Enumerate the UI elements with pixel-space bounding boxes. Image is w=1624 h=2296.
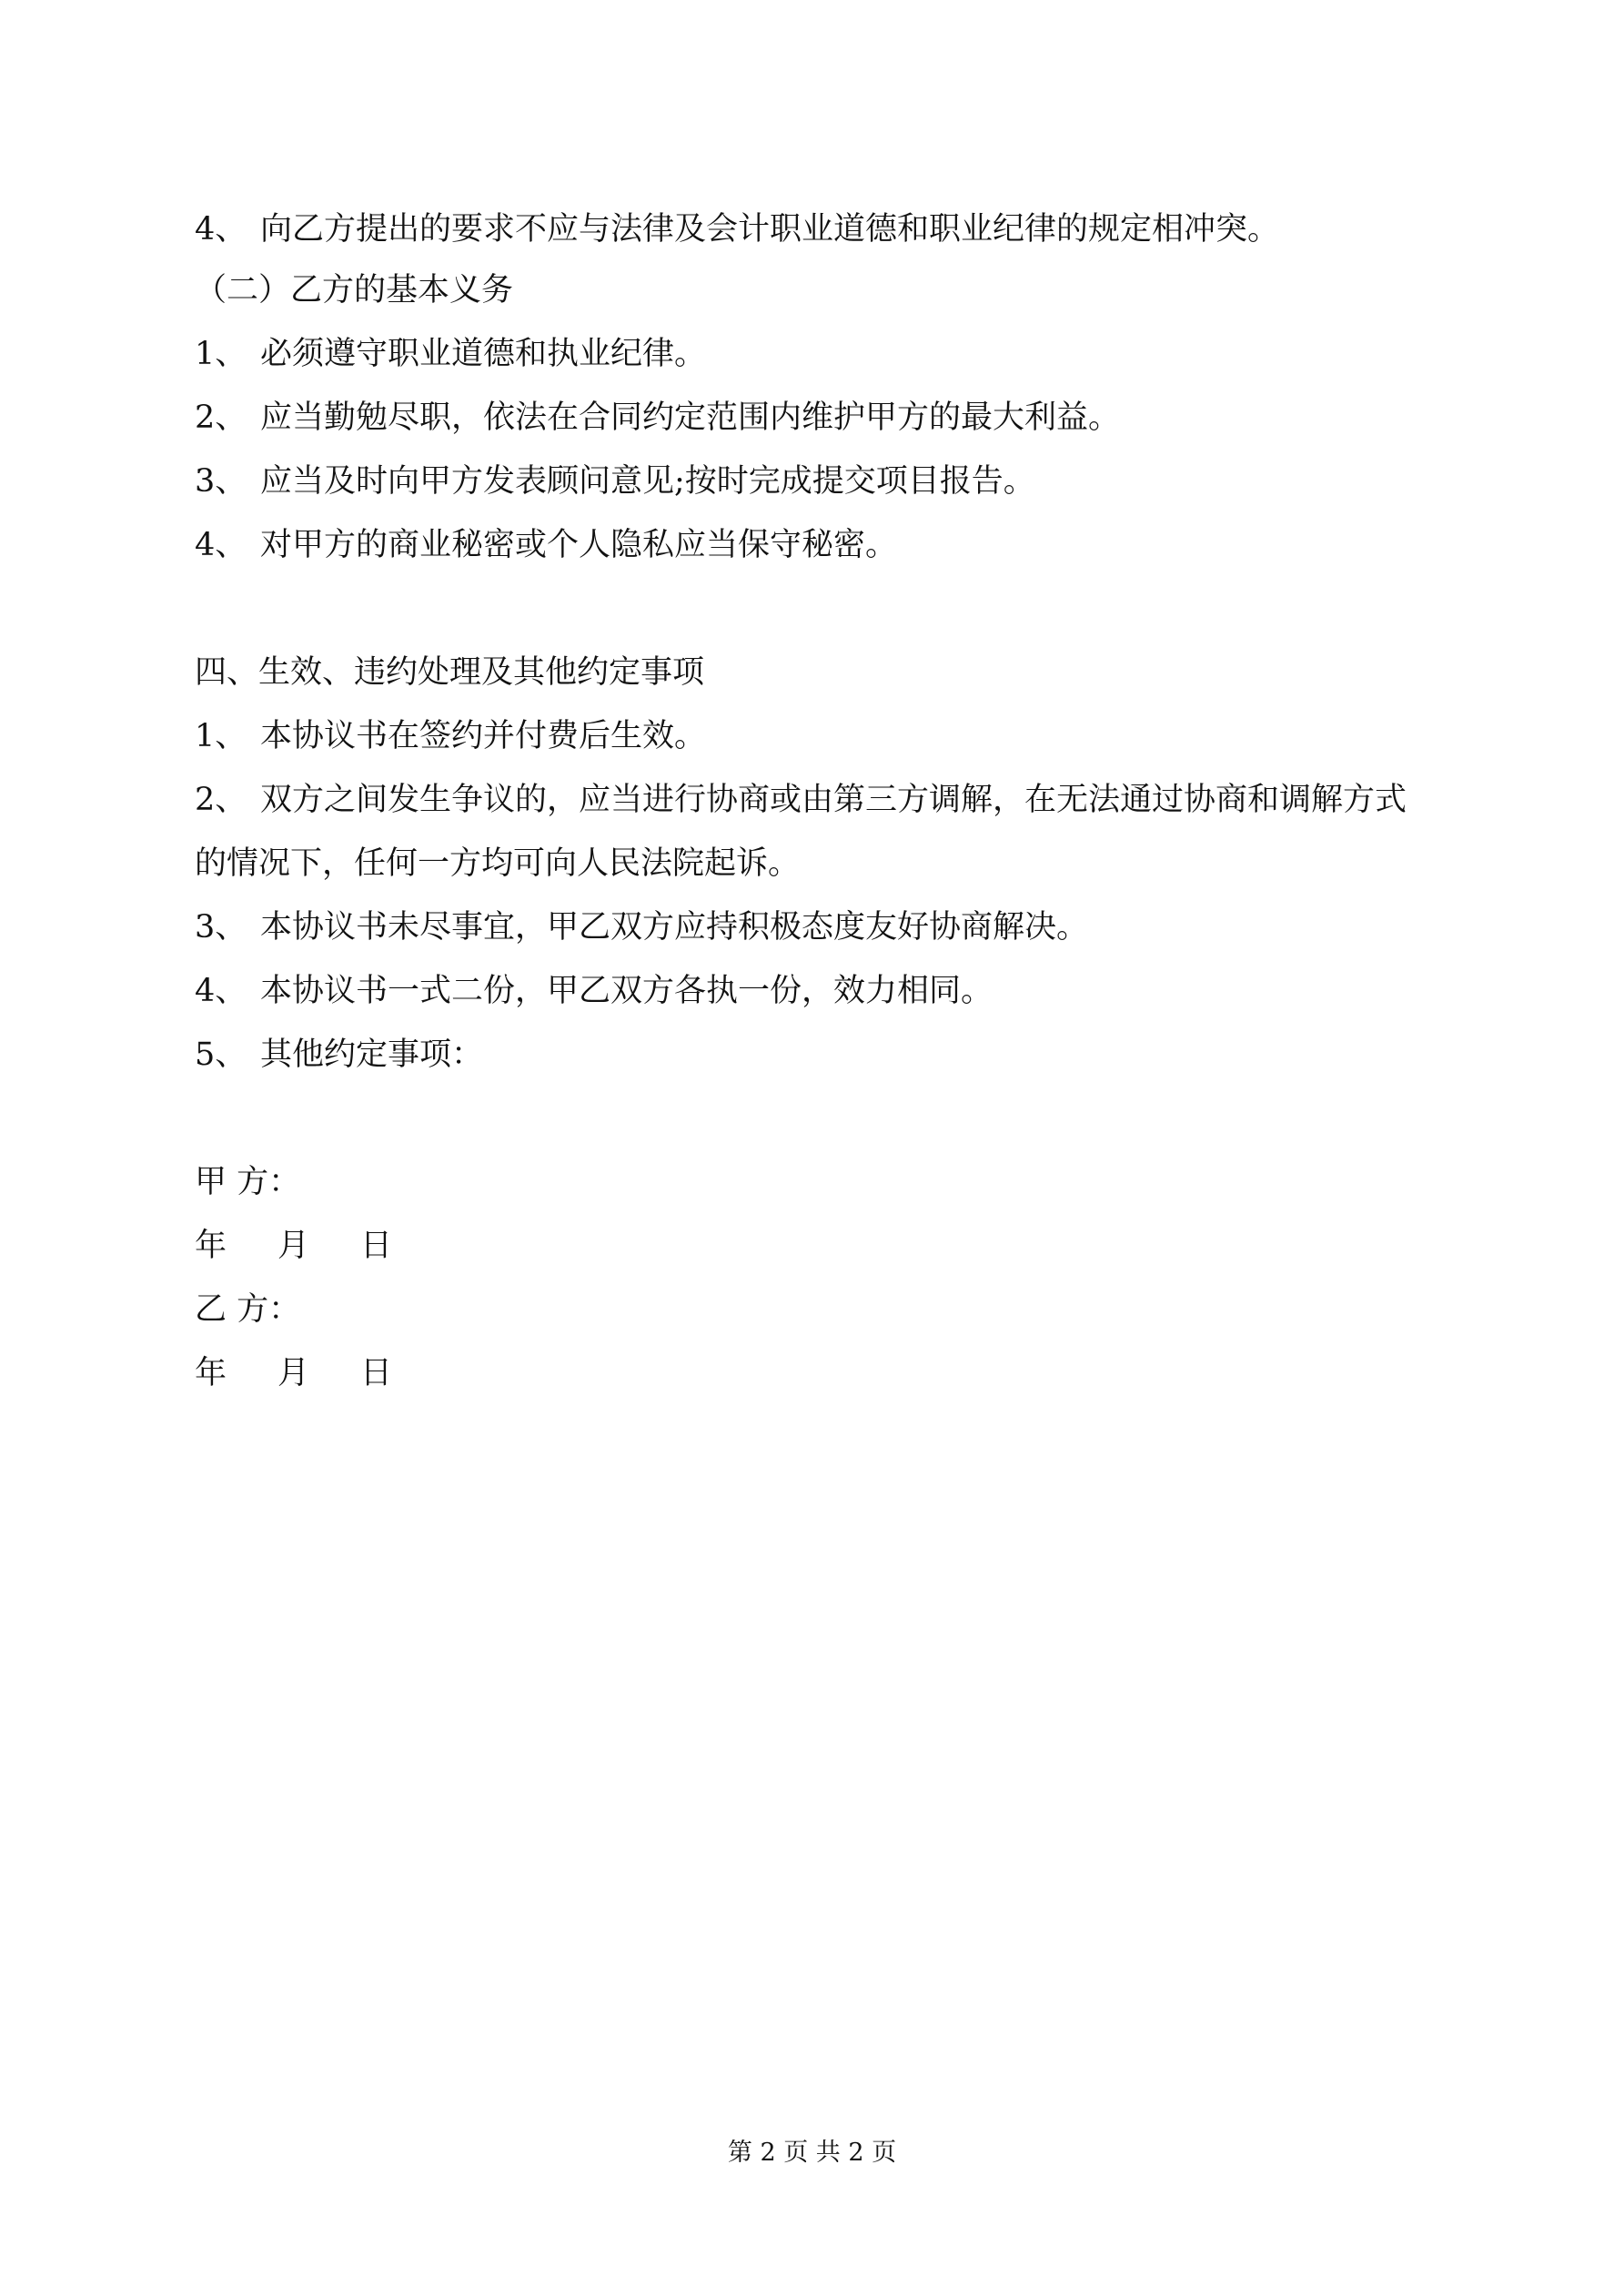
clause-number: 2、: [195, 400, 247, 436]
clause-number: 5、: [195, 1037, 247, 1073]
clause-item: [195, 525, 897, 565]
date-year: 年: [195, 1355, 227, 1391]
clause-text: 对甲方的商业秘密或个人隐私应当保守秘密。: [260, 527, 898, 563]
clause-item: [195, 780, 1407, 820]
clause-number: 3、: [195, 909, 247, 946]
date-year: 年: [195, 1228, 227, 1264]
clause-text: 本协议书在签约并付费后生效。: [260, 718, 707, 754]
clause-number: 2、: [195, 782, 247, 818]
party-b-date: [195, 1353, 392, 1393]
clause-item: [195, 716, 706, 756]
clause-item: [195, 334, 706, 374]
clause-text: 双方之间发生争议的，应当进行协商或由第三方调解，在无法通过协商和调解方式: [260, 782, 1407, 818]
clause-item: [195, 461, 1035, 501]
clause-text: 应当及时向甲方发表顾问意见;按时完成提交项目报告。: [260, 463, 1035, 500]
date-day: 日: [360, 1355, 393, 1391]
clause-number: 1、: [195, 718, 247, 754]
clause-number: 3、: [195, 463, 247, 500]
date-month: 月: [277, 1355, 310, 1391]
clause-number: 4、: [195, 527, 247, 563]
clause-number: 1、: [195, 336, 247, 372]
clause-item: [195, 1035, 483, 1075]
page-footer: 第 2 页 共 2 页: [727, 2139, 897, 2167]
clause-continuation: 的情况下，任何一方均可向人民法院起诉。: [195, 845, 801, 882]
party-b-label: 乙 方：: [195, 1291, 301, 1328]
clause-text: 本协议书未尽事宜，甲乙双方应持积极态度友好协商解决。: [260, 909, 1089, 946]
clause-text: 必须遵守职业道德和执业纪律。: [260, 336, 707, 372]
party-a-date: [195, 1226, 392, 1266]
section-heading: （二）乙方的基本义务: [195, 272, 514, 308]
clause-text: 其他约定事项：: [260, 1037, 484, 1073]
party-a-label: 甲 方：: [195, 1164, 301, 1200]
clause-text: 本协议书一式二份，甲乙双方各执一份，效力相同。: [260, 973, 994, 1009]
clause-text: 向乙方提出的要求不应与法律及会计职业道德和职业纪律的规定相冲突。: [260, 211, 1280, 248]
clause-item: [195, 971, 993, 1011]
clause-item: [195, 907, 1088, 947]
clause-item: [195, 209, 1279, 249]
clause-number: 4、: [195, 211, 247, 248]
date-day: 日: [360, 1228, 393, 1264]
section-heading: 四、生效、违约处理及其他约定事项: [195, 654, 705, 691]
clause-number: 4、: [195, 973, 247, 1009]
clause-item: [195, 398, 1120, 438]
clause-text: 应当勤勉尽职，依法在合同约定范围内维护甲方的最大利益。: [260, 400, 1121, 436]
date-month: 月: [277, 1228, 310, 1264]
